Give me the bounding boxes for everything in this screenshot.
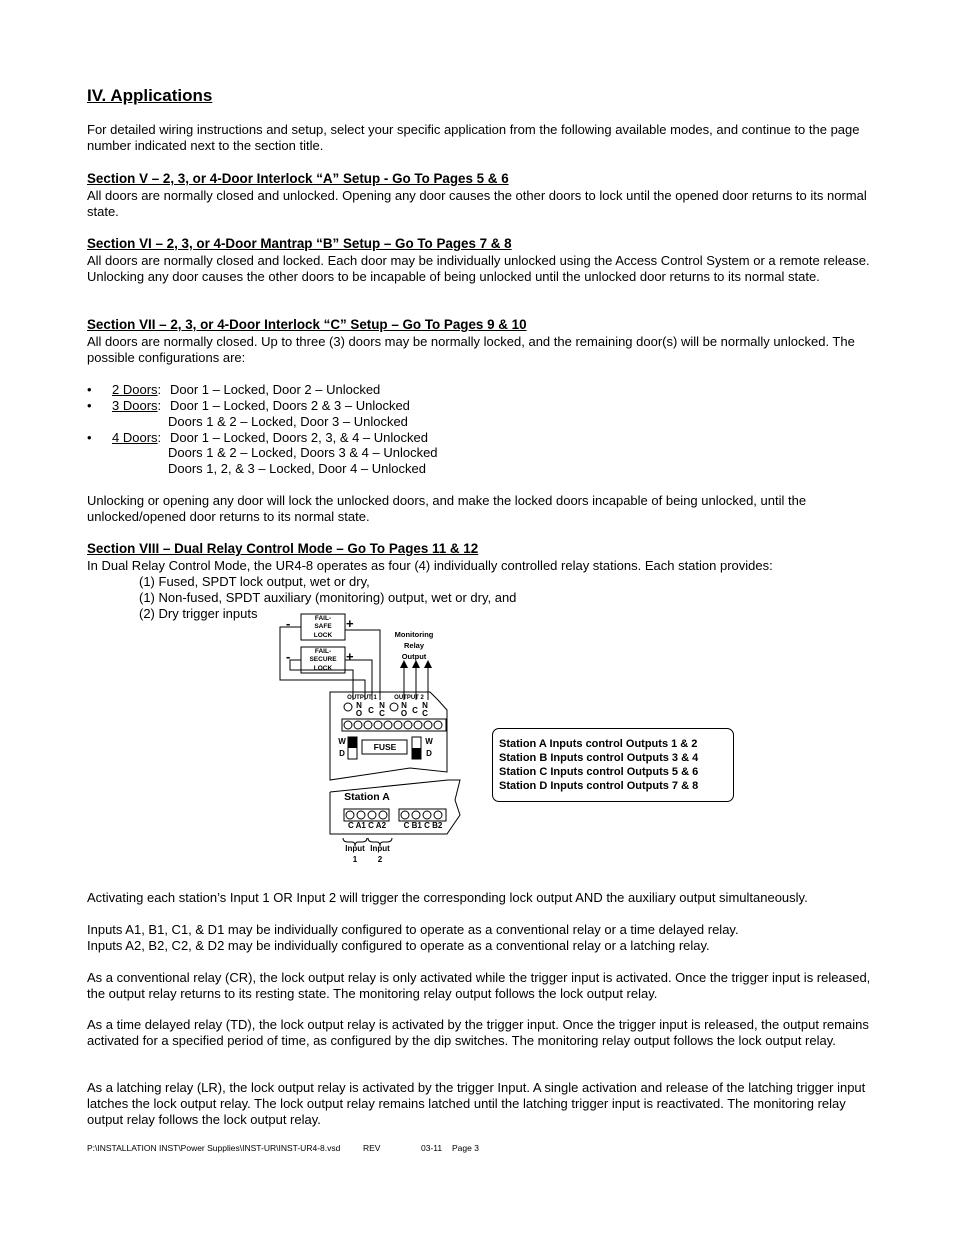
body-paragraph: Activating each station’s Input 1 OR Input 2 will trigger the corresponding lock output AND the auxiliary output simultaneously. — [87, 890, 808, 905]
lock-label: LOCK — [313, 665, 333, 672]
page-heading: IV. Applications — [87, 86, 213, 105]
body-paragraph: Inputs A2, B2, C2, & D2 may be individually configured to operate as a conventional relay or a latching relay. — [87, 938, 710, 953]
config-line: Doors 1 & 2 – Locked, Door 3 – Unlocked — [168, 414, 408, 429]
section-vi-title: Section VI – 2, 3, or 4-Door Mantrap “B” Setup – Go To Pages 7 & 8 — [87, 236, 512, 251]
section-v-body: All doors are normally closed and unlocked. Opening any door causes the other doors to lock until the opened door returns to its normal state. — [87, 188, 867, 219]
provides-item: (2) Dry trigger inputs — [139, 606, 258, 621]
terminal-label: C — [412, 706, 418, 715]
config-label: 3 Doors — [112, 398, 158, 413]
terminal-label: N — [401, 701, 407, 710]
config-label: 4 Doors — [112, 430, 158, 445]
config-label: 2 Doors — [112, 382, 158, 397]
input-1-label: 1 — [352, 855, 358, 864]
inputs-a-label: C A1 C A2 — [347, 821, 387, 830]
output-1-label: OUTPUT 1 — [347, 695, 377, 701]
config-line: Doors 1, 2, & 3 – Locked, Door 4 – Unlocked — [168, 461, 426, 476]
config-line: Door 1 – Locked, Doors 2, 3, & 4 – Unlocked — [170, 430, 428, 445]
section-v-title: Section V – 2, 3, or 4-Door Interlock “A” Setup - Go To Pages 5 & 6 — [87, 171, 509, 186]
footer-path: P:\INSTALLATION INST\Power Supplies\INST-UR\INST-UR4-8.vsd — [87, 1143, 341, 1153]
footer-date: 03-11 — [421, 1143, 443, 1153]
station-a-label: Station A — [344, 791, 390, 803]
fuse-label: FUSE — [373, 742, 397, 752]
config-4-doors: 4 Doors: — [112, 430, 162, 445]
monitoring-label: Monitoring — [394, 630, 434, 639]
terminal-label: O — [355, 709, 363, 718]
body-paragraph: As a latching relay (LR), the lock output relay is activated by the trigger Input. A single activation and release of the latching trigger input latches the lock output relay. The lock output relay remains latched until the latching trigger input is reactivated. The monitoring relay output relay follows the lock output relay. — [87, 1080, 866, 1127]
dip-label: W — [338, 737, 346, 746]
minus-sign: - — [286, 649, 291, 664]
station-mapping-box — [492, 728, 734, 802]
plus-sign: + — [346, 616, 354, 631]
station-mapping-line: Station C Inputs control Outputs 5 & 6 — [499, 766, 699, 778]
body-paragraph: As a conventional relay (CR), the lock output relay is only activated while the trigger input is activated. Once the trigger input is released, the output relay returns to its resting state. The monitoring relay output follows the lock output relay. — [87, 970, 871, 1001]
terminal-label: N — [422, 701, 428, 710]
intro-paragraph: For detailed wiring instructions and setup, select your specific application from the following available modes, and continue to the page number indicated next to the section title. — [87, 122, 860, 153]
section-vi-body: All doors are normally closed and locked. Each door may be individually unlocked using the Access Control System or a remote release. Unlocking any door causes the other doors to be incapable of being unlocked until the unlocked door returns to its normal state. — [87, 253, 870, 284]
body-paragraph: As a time delayed relay (TD), the lock output relay is activated by the trigger input. Once the trigger input is released, the output remains activated for a specified period of time, as configured by the dip switches. The monitoring relay output follows the lock output relay. — [87, 1017, 869, 1048]
provides-item: (1) Fused, SPDT lock output, wet or dry, — [139, 574, 370, 589]
after-configs-paragraph: Unlocking or opening any door will lock the unlocked doors, and make the locked doors incapable of being unlocked, until the unlocked/opened door returns to its normal state. — [87, 493, 807, 524]
body-paragraph: Inputs A1, B1, C1, & D1 may be individually configured to operate as a conventional relay or a time delayed relay. — [87, 922, 739, 937]
config-line: Door 1 – Locked, Doors 2 & 3 – Unlocked — [170, 398, 410, 413]
lock-label: LOCK — [313, 632, 333, 639]
config-line: Doors 1 & 2 – Locked, Doors 3 & 4 – Unlocked — [168, 445, 438, 460]
lock-label: FAIL- — [314, 615, 332, 622]
section-vii-title: Section VII – 2, 3, or 4-Door Interlock “C” Setup – Go To Pages 9 & 10 — [87, 317, 527, 332]
station-mapping-line: Station A Inputs control Outputs 1 & 2 — [499, 738, 698, 750]
provides-item: (1) Non-fused, SPDT auxiliary (monitoring) output, wet or dry, and — [139, 590, 517, 605]
terminal-label: N — [379, 701, 385, 710]
footer-page: Page 3 — [452, 1143, 479, 1153]
dip-label: D — [339, 749, 345, 758]
input-1-label: Input — [345, 844, 365, 853]
terminal-label: C — [379, 709, 385, 718]
output-2-label: OUTPUT 2 — [394, 695, 424, 701]
bullet-marker: • — [87, 382, 92, 397]
lock-label: SAFE — [314, 623, 332, 630]
dip-label: D — [426, 749, 432, 758]
lock-label: FAIL- — [314, 648, 332, 655]
section-viii-body: In Dual Relay Control Mode, the UR4-8 operates as four (4) individually controlled relay stations. Each station provides: — [87, 558, 773, 573]
inputs-b-label: C B1 C B2 — [403, 821, 443, 830]
section-vii-body: All doors are normally closed. Up to three (3) doors may be normally locked, and the remaining door(s) will be normally unlocked. The possible configurations are: — [87, 334, 855, 365]
minus-sign: - — [286, 616, 291, 631]
wiring-diagram — [270, 610, 470, 870]
config-2-doors: 2 Doors: — [112, 382, 162, 397]
bullet-marker: • — [87, 398, 92, 413]
input-2-label: Input — [370, 844, 390, 853]
terminal-label: N — [356, 701, 362, 710]
input-2-label: 2 — [377, 855, 383, 864]
dip-label: W — [425, 737, 433, 746]
terminal-label: C — [368, 706, 374, 715]
plus-sign: + — [346, 649, 354, 664]
monitoring-label: Output — [401, 652, 427, 661]
monitoring-label: Relay — [403, 641, 425, 650]
section-viii-title: Section VIII – Dual Relay Control Mode – Go To Pages 11 & 12 — [87, 541, 479, 556]
lock-label: SECURE — [309, 656, 337, 663]
station-mapping-line: Station D Inputs control Outputs 7 & 8 — [499, 780, 699, 792]
config-line: Door 1 – Locked, Door 2 – Unlocked — [170, 382, 381, 397]
terminal-label: C — [422, 709, 428, 718]
station-mapping-line: Station B Inputs control Outputs 3 & 4 — [499, 752, 699, 764]
bullet-marker: • — [87, 430, 92, 445]
config-3-doors: 3 Doors: — [112, 398, 162, 413]
terminal-label: O — [400, 709, 408, 718]
footer-rev: REV — [363, 1143, 381, 1153]
